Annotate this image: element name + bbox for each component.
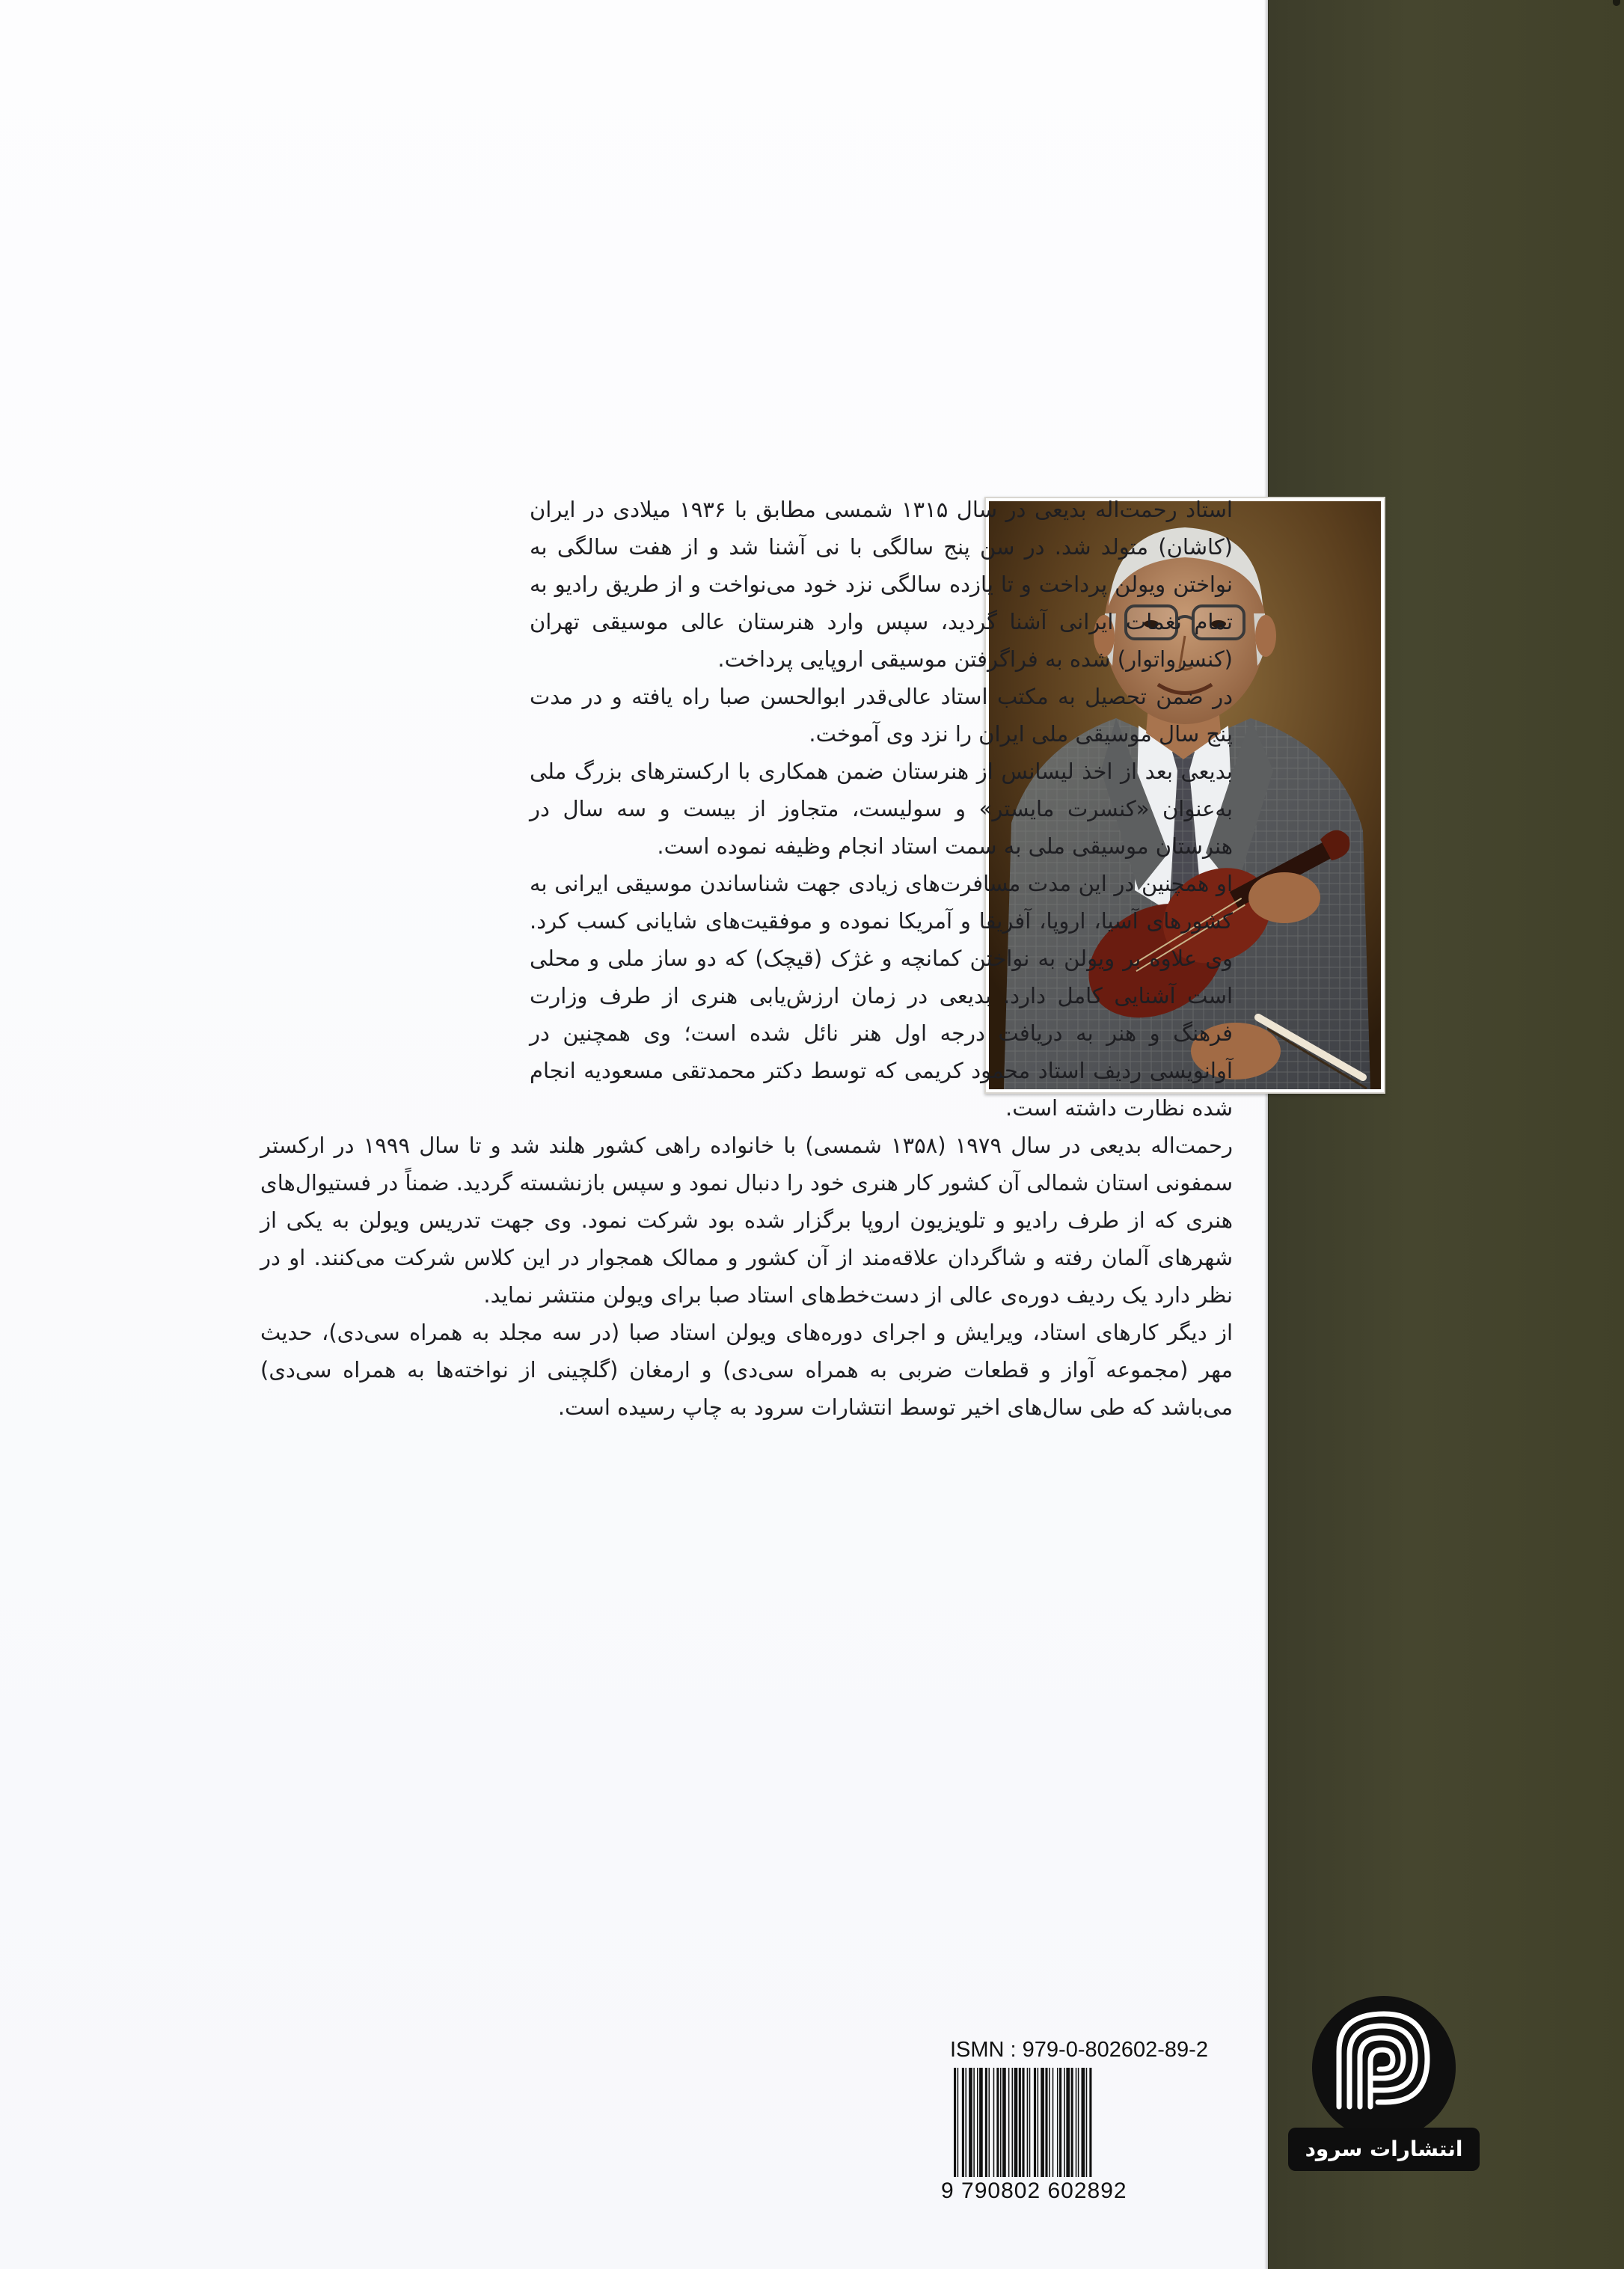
bio-paragraph: در ضمن تحصیل به مکتب استاد عالی‌قدر ابوالحسن صبا راه یافته و در مدت پنج سال موسیقی ملی ایران را نزد وی آموخت. [530, 684, 1233, 747]
book-spine [1268, 0, 1624, 2269]
bio-paragraph: رحمت‌اله بدیعی در سال ۱۹۷۹ (۱۳۵۸ شمسی) با خانواده راهی کشور هلند شد و تا سال ۱۹۹۹ در ارکستر سمفونی استان شمالی آن کشور کار هنری خود را دنبال نمود و سپس بازنشسته گردید. ضمناً در فستیوال‌های هنری که از طرف رادیو و تلویزیون اروپا برگزار شده بود شرکت نمود. وی جهت تدریس ویولن به یکی از شهرهای آلمان رفته و شاگردان علاقه‌مند از آن کشور و ممالک همجوار در این کلاس شرکت می‌کنند. او در نظر دارد یک ردیف دوره‌ی عالی از دست‌خط‌های استاد صبا برای ویولن منتشر نماید. [260, 1133, 1233, 1308]
ismn-label: ISMN : 979-0-802602-89-2 [950, 2038, 1208, 2062]
biography-text [260, 491, 1233, 1426]
publisher-logo [1311, 1994, 1457, 2141]
spine-shadow [1264, 0, 1269, 2269]
bio-paragraph: از دیگر کارهای استاد، ویرایش و اجرای دوره‌های ویولن استاد صبا (در سه مجلد به همراه سی‌دی)، حدیث مهر (مجموعه آواز و قطعات ضربی به همراه سی‌دی) و ارمغان (گلچینی از نواخته‌ها به همراه سی‌دی) می‌باشد که طی سال‌های اخیر توسط انتشارات سرود به چاپ رسیده است. [260, 1320, 1233, 1420]
bio-paragraph: او همچنین در این مدت مسافرت‌های زیادی جهت شناساندن موسیقی ایرانی به کشورهای آسیا، اروپا، آفریقا و آمریکا نموده و موفقیت‌های شایانی کسب کرد. وی علاوه بر ویولن به نواختن کمانچه و غژک (قیچک) که دو ساز ملی و محلی است آشنایی کامل دارد. بدیعی در زمان ارزش‌یابی هنری از طرف وزارت فرهنگ و هنر به دریافت درجه اول هنر نائل شده است؛ وی همچنین در آوانویسی ردیف استاد محمود کریمی که توسط دکتر محمدتقی مسعودیه انجام شده نظارت داشته است. [530, 871, 1233, 1121]
bio-paragraph: بدیعی بعد از اخذ لیسانس از هنرستان ضمن همکاری با ارکسترهای بزرگ ملی به‌عنوان «کنسرت مایستر» و سولیست، متجاوز از بیست و سه سال در هنرستان موسیقی ملی به سمت استاد انجام وظیفه نموده است. [530, 759, 1233, 859]
bio-paragraph: استاد رحمت‌اله بدیعی در سال ۱۳۱۵ شمسی مطابق با ۱۹۳۶ میلادی در ایران (کاشان) متولد شد. در سن پنج سالگی با نی آشنا شد و از هفت سالگی به نواختن ویولن پرداخت و تا یازده سالگی نزد خود می‌نواخت و از طریق رادیو به تمام نغمات ایرانی آشنا گردید، سپس وارد هنرستان عالی موسیقی تهران (کنسرواتوار) شده به فراگرفتن موسیقی اروپایی پرداخت. [530, 497, 1233, 672]
barcode-digits: 9 790802 602892 [941, 2178, 1127, 2203]
barcode [952, 2068, 1218, 2177]
publisher-label: انتشارات سرود [1288, 2128, 1480, 2171]
